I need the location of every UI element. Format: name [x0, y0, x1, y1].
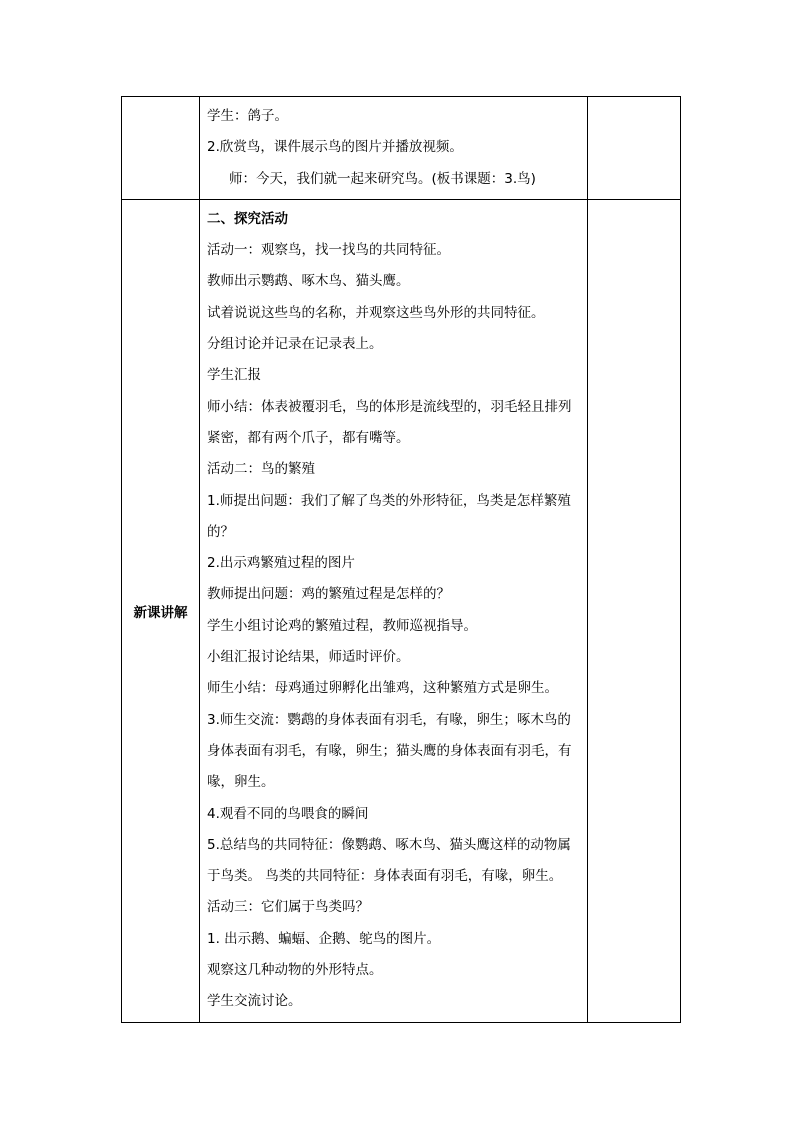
text-line: 5.总结鸟的共同特征：像鹦鹉、啄木鸟、猫头鹰这样的动物属于鸟类。 鸟类的共同特征：身体表面有羽毛，有喙，卵生。 — [207, 836, 571, 885]
text-line: 1. 出示鹅、蝙蝠、企鹅、鸵鸟的图片。 — [207, 930, 441, 947]
text-line: 1.师提出问题：我们了解了鸟类的外形特征，鸟类是怎样繁殖的？ — [207, 492, 571, 540]
row-note-cell — [588, 199, 681, 1022]
text-line: 观察这几种动物的外形特点。 — [207, 962, 383, 979]
text-line: 试着说说这些鸟的名称，并观察这些鸟外形的共同特征。 — [207, 304, 545, 321]
lesson-plan-table — [121, 96, 681, 1023]
text-line: 师生小结：母鸡通过卵孵化出雏鸡，这种繁殖方式是卵生。 — [207, 680, 558, 697]
section-heading: 二、探究活动 — [207, 210, 288, 227]
text-line: 2.欣赏鸟，课件展示鸟的图片并播放视频。 — [207, 139, 463, 156]
row-content-cell — [200, 97, 588, 200]
text-line: 教师出示鹦鹉、啄木鸟、猫头鹰。 — [207, 273, 410, 290]
text-line: 学生交流讨论。 — [207, 993, 302, 1010]
text-line: 3.师生交流：鹦鹉的身体表面有羽毛，有喙，卵生；啄木鸟的身体表面有羽毛，有喙，卵生；猫头鹰的身体表面有羽毛，有喙，卵生。 — [207, 711, 572, 791]
text-line: 小组汇报讨论结果，师适时评价。 — [207, 649, 410, 666]
row-note-cell — [588, 97, 681, 200]
text-line: 学生小组讨论鸡的繁殖过程，教师巡视指导。 — [207, 617, 477, 634]
section-label-new-lesson: 新课讲解 — [122, 199, 200, 1022]
text-line: 活动一：观察鸟，找一找鸟的共同特征。 — [207, 242, 450, 259]
text-line: 2.出示鸡繁殖过程的图片 — [207, 555, 355, 572]
text-line: 学生汇报 — [207, 367, 261, 384]
text-line: 学生：鸽子。 — [207, 108, 288, 124]
text-line: 师：今天，我们就一起来研究鸟。(板书课题：3.鸟) — [229, 170, 536, 187]
text-line: 活动三：它们属于鸟类吗？ — [207, 899, 369, 916]
table-row — [122, 199, 681, 1022]
text-line: 活动二：鸟的繁殖 — [207, 461, 315, 478]
text-line: 4.观看不同的鸟喂食的瞬间 — [207, 805, 369, 822]
text-line: 分组讨论并记录在记录表上。 — [207, 336, 383, 353]
row-content-cell — [200, 199, 588, 1022]
table-row — [122, 97, 681, 200]
text-line: 师小结：体表被覆羽毛，鸟的体形是流线型的，羽毛轻且排列紧密，都有两个爪子，都有嘴等。 — [207, 398, 572, 446]
text-line: 教师提出问题：鸡的繁殖过程是怎样的？ — [207, 586, 450, 603]
row-label-cell — [122, 97, 200, 200]
